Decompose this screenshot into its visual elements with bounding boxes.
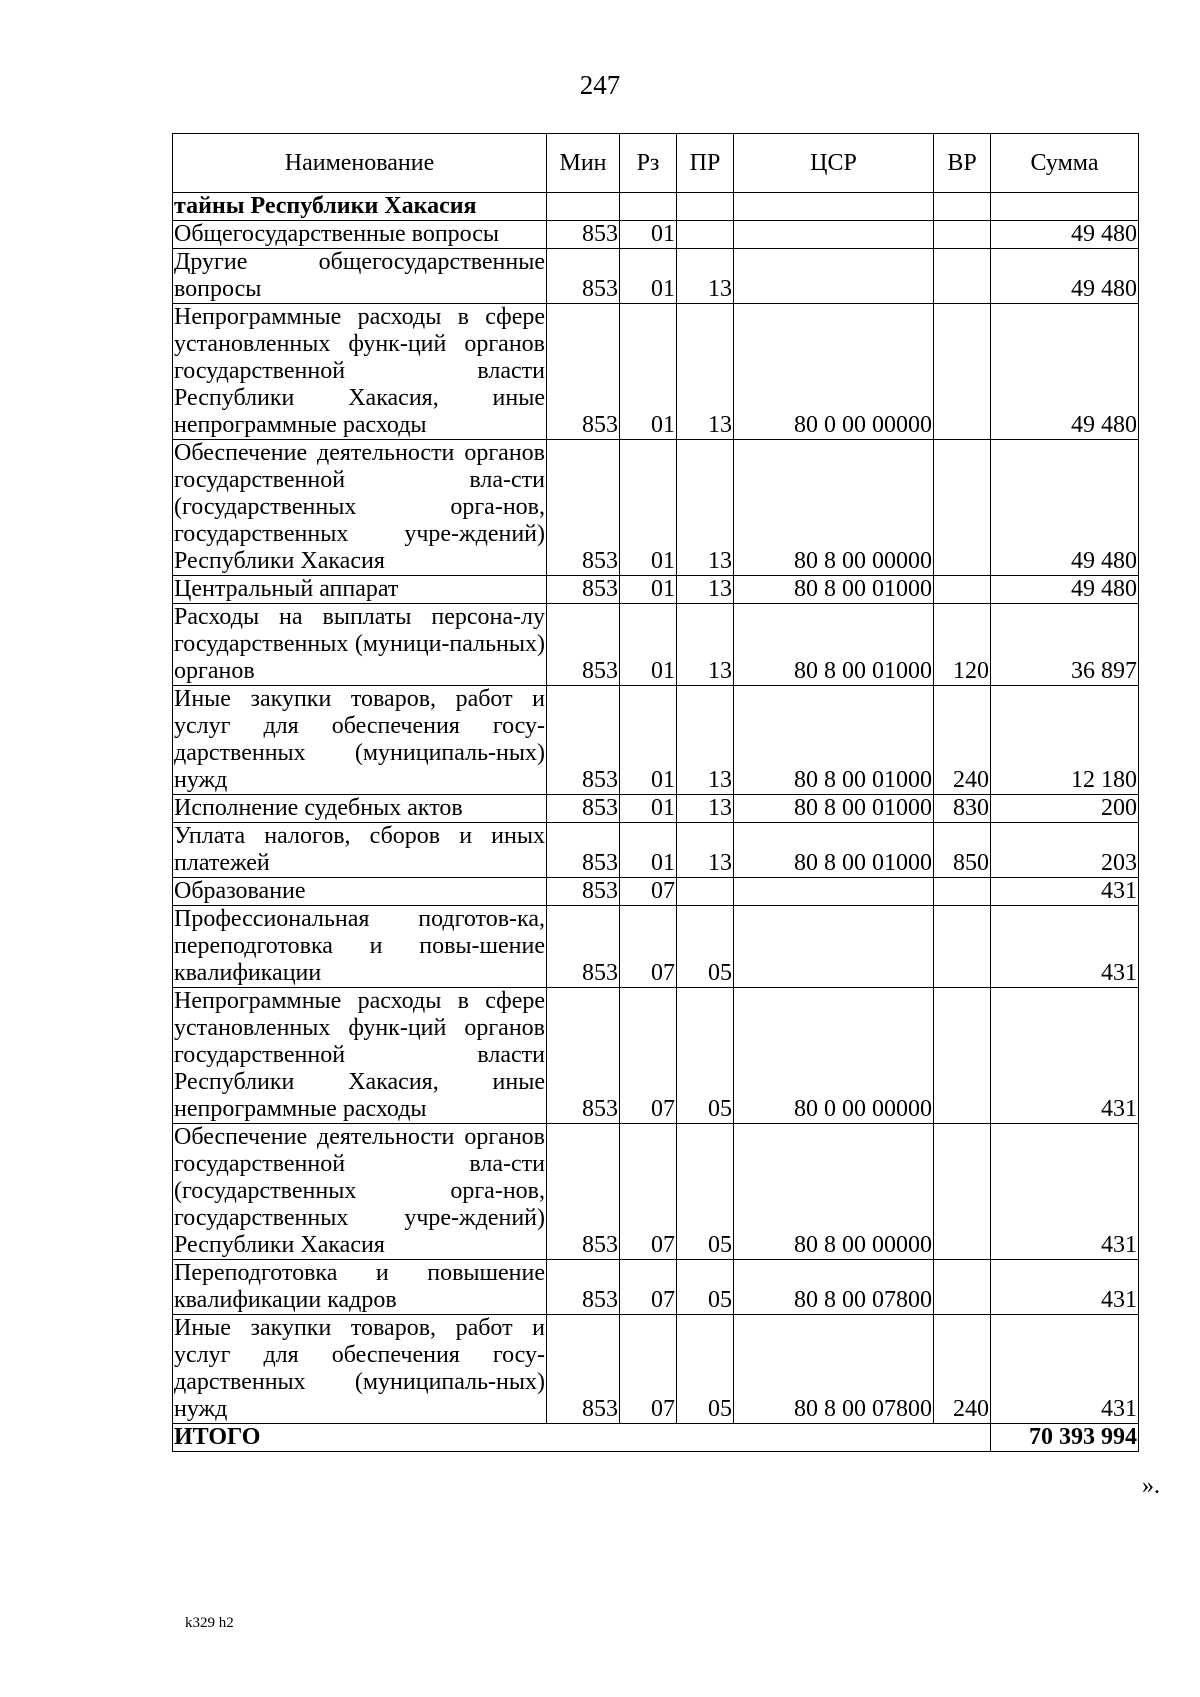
cell-csr: 80 8 00 07800 xyxy=(734,1315,934,1424)
cell-name: Профессиональная подготов-ка, переподготовка и повы-шение квалификации xyxy=(174,906,545,986)
cell-csr: 80 8 00 01000 xyxy=(734,795,934,823)
total-sum: 70 393 994 xyxy=(991,1424,1139,1452)
cell-pr: 05 xyxy=(677,1315,734,1424)
cell-sum: 431 xyxy=(991,906,1139,988)
budget-table xyxy=(172,133,1139,1452)
cell-vr xyxy=(934,988,991,1124)
cell-sum: 12 180 xyxy=(991,686,1139,795)
closing-quote-mark: ». xyxy=(1142,1473,1160,1499)
cell-csr: 80 0 00 00000 xyxy=(734,988,934,1124)
cell-name: Расходы на выплаты персона-лу государственных (муници-пальных) органов xyxy=(174,604,545,684)
table-row xyxy=(173,249,1139,304)
cell-min: 853 xyxy=(547,604,620,686)
cell-name: Непрограммные расходы в сфере установленных функ-ций органов государственной власти Республики Хакасия, иные непрограммные расходы xyxy=(174,988,545,1122)
cell-name: Обеспечение деятельности органов государственной вла-сти (государственных орга-нов, государственных учре-ждений) Республики Хакасия xyxy=(174,440,545,574)
cell-min: 853 xyxy=(547,1260,620,1315)
cell-rz xyxy=(620,193,677,221)
table-row xyxy=(173,795,1139,823)
table-header-row xyxy=(173,134,1139,193)
cell-csr: 80 8 00 01000 xyxy=(734,823,934,878)
cell-name: тайны Республики Хакасия xyxy=(173,193,547,221)
cell-pr: 13 xyxy=(677,304,734,440)
cell-sum: 431 xyxy=(991,988,1139,1124)
cell-min: 853 xyxy=(547,686,620,795)
cell-csr: 80 8 00 00000 xyxy=(734,1124,934,1260)
cell-rz: 01 xyxy=(620,823,677,878)
header-vr: ВР xyxy=(934,134,991,193)
cell-vr: 830 xyxy=(934,795,991,823)
table-row xyxy=(173,1260,1139,1315)
cell-name: Центральный аппарат xyxy=(173,576,547,604)
total-label: ИТОГО xyxy=(173,1424,991,1452)
cell-vr xyxy=(934,193,991,221)
cell-rz: 07 xyxy=(620,988,677,1124)
header-sum: Сумма xyxy=(991,134,1139,193)
header-min: Мин xyxy=(547,134,620,193)
table-body xyxy=(173,193,1139,1424)
table-row xyxy=(173,906,1139,988)
cell-min: 853 xyxy=(547,221,620,249)
cell-sum: 36 897 xyxy=(991,604,1139,686)
cell-rz: 01 xyxy=(620,249,677,304)
cell-pr: 05 xyxy=(677,1124,734,1260)
cell-min xyxy=(547,193,620,221)
cell-sum: 431 xyxy=(991,1260,1139,1315)
cell-name: Иные закупки товаров, работ и услуг для обеспечения госу-дарственных (муниципаль-ных) нужд xyxy=(174,1315,545,1422)
cell-name: Обеспечение деятельности органов государственной вла-сти (государственных орга-нов, государственных учре-ждений) Республики Хакасия xyxy=(174,1124,545,1258)
cell-sum: 49 480 xyxy=(991,440,1139,576)
table-row xyxy=(173,988,1139,1124)
cell-min: 853 xyxy=(547,1315,620,1424)
cell-name: Иные закупки товаров, работ и услуг для обеспечения госу-дарственных (муниципаль-ных) нужд xyxy=(174,686,545,793)
cell-pr: 05 xyxy=(677,906,734,988)
cell-sum: 200 xyxy=(991,795,1139,823)
cell-rz: 01 xyxy=(620,604,677,686)
cell-csr: 80 8 00 07800 xyxy=(734,1260,934,1315)
cell-min: 853 xyxy=(547,249,620,304)
cell-min: 853 xyxy=(547,1124,620,1260)
cell-min: 853 xyxy=(547,576,620,604)
table-row xyxy=(173,576,1139,604)
header-csr: ЦСР xyxy=(734,134,934,193)
table-row xyxy=(173,440,1139,576)
cell-name: Переподготовка и повышение квалификации кадров xyxy=(174,1260,545,1313)
cell-min: 853 xyxy=(547,988,620,1124)
cell-rz: 07 xyxy=(620,1260,677,1315)
cell-rz: 01 xyxy=(620,221,677,249)
cell-vr xyxy=(934,249,991,304)
cell-vr xyxy=(934,221,991,249)
cell-csr: 80 0 00 00000 xyxy=(734,304,934,440)
cell-csr xyxy=(734,906,934,988)
cell-sum: 431 xyxy=(991,1315,1139,1424)
cell-rz: 07 xyxy=(620,906,677,988)
cell-vr: 850 xyxy=(934,823,991,878)
cell-sum: 431 xyxy=(991,1124,1139,1260)
table-row xyxy=(173,604,1139,686)
header-name: Наименование xyxy=(173,134,547,193)
cell-pr: 13 xyxy=(677,440,734,576)
cell-rz: 01 xyxy=(620,686,677,795)
cell-vr xyxy=(934,906,991,988)
cell-sum: 49 480 xyxy=(991,304,1139,440)
cell-rz: 01 xyxy=(620,795,677,823)
cell-vr xyxy=(934,878,991,906)
cell-pr: 13 xyxy=(677,823,734,878)
table-row xyxy=(173,193,1139,221)
header-rz: Рз xyxy=(620,134,677,193)
cell-vr xyxy=(934,1260,991,1315)
table-row xyxy=(173,878,1139,906)
cell-pr: 05 xyxy=(677,988,734,1124)
cell-pr: 13 xyxy=(677,249,734,304)
cell-vr xyxy=(934,576,991,604)
cell-pr xyxy=(677,878,734,906)
cell-vr: 240 xyxy=(934,686,991,795)
cell-pr: 13 xyxy=(677,576,734,604)
cell-csr xyxy=(734,193,934,221)
cell-csr xyxy=(734,249,934,304)
cell-min: 853 xyxy=(547,878,620,906)
cell-min: 853 xyxy=(547,906,620,988)
cell-name: Исполнение судебных актов xyxy=(173,795,547,823)
table-row xyxy=(173,304,1139,440)
table-row xyxy=(173,686,1139,795)
cell-rz: 07 xyxy=(620,878,677,906)
page-number: 247 xyxy=(579,70,621,100)
cell-pr: 05 xyxy=(677,1260,734,1315)
cell-name: Уплата налогов, сборов и иных платежей xyxy=(174,823,545,876)
cell-csr xyxy=(734,878,934,906)
cell-sum: 49 480 xyxy=(991,576,1139,604)
cell-min: 853 xyxy=(547,823,620,878)
cell-name: Непрограммные расходы в сфере установленных функ-ций органов государственной власти Республики Хакасия, иные непрограммные расходы xyxy=(174,304,545,438)
cell-sum: 49 480 xyxy=(991,221,1139,249)
cell-sum: 49 480 xyxy=(991,249,1139,304)
cell-min: 853 xyxy=(547,440,620,576)
table-row xyxy=(173,823,1139,878)
cell-csr: 80 8 00 01000 xyxy=(734,576,934,604)
cell-vr xyxy=(934,440,991,576)
table-row xyxy=(173,1315,1139,1424)
cell-sum: 203 xyxy=(991,823,1139,878)
cell-vr: 120 xyxy=(934,604,991,686)
cell-vr: 240 xyxy=(934,1315,991,1424)
header-pr: ПР xyxy=(677,134,734,193)
cell-name: Общегосударственные вопросы xyxy=(173,221,547,249)
cell-csr: 80 8 00 01000 xyxy=(734,604,934,686)
cell-pr xyxy=(677,193,734,221)
cell-vr xyxy=(934,1124,991,1260)
cell-csr xyxy=(734,221,934,249)
footer-document-code: k329 h2 xyxy=(185,1615,234,1631)
cell-rz: 07 xyxy=(620,1315,677,1424)
table-row xyxy=(173,221,1139,249)
cell-csr: 80 8 00 01000 xyxy=(734,686,934,795)
cell-rz: 01 xyxy=(620,440,677,576)
total-row xyxy=(173,1424,1139,1452)
cell-pr: 13 xyxy=(677,686,734,795)
cell-csr: 80 8 00 00000 xyxy=(734,440,934,576)
cell-name: Образование xyxy=(173,878,547,906)
cell-name: Другие общегосударственные вопросы xyxy=(174,249,545,302)
cell-pr: 13 xyxy=(677,795,734,823)
cell-pr xyxy=(677,221,734,249)
cell-vr xyxy=(934,304,991,440)
cell-rz: 07 xyxy=(620,1124,677,1260)
cell-rz: 01 xyxy=(620,576,677,604)
cell-sum xyxy=(991,193,1139,221)
cell-sum: 431 xyxy=(991,878,1139,906)
cell-min: 853 xyxy=(547,304,620,440)
cell-rz: 01 xyxy=(620,304,677,440)
cell-min: 853 xyxy=(547,795,620,823)
cell-pr: 13 xyxy=(677,604,734,686)
table-row xyxy=(173,1124,1139,1260)
